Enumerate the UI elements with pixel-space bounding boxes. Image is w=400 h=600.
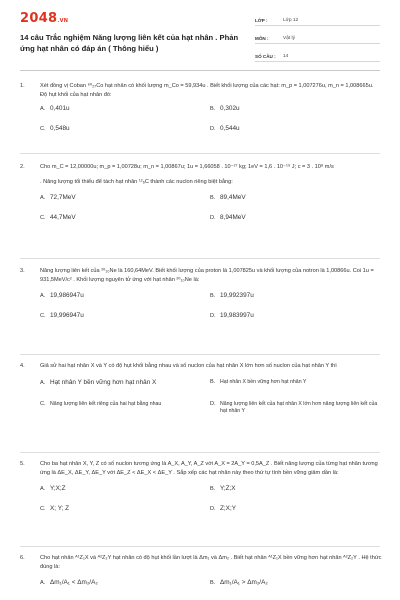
- option-text: Hạt nhân Y bền vững hơn hạt nhân X: [50, 378, 157, 386]
- question-4: [20, 362, 382, 429]
- question-1: [20, 82, 382, 143]
- question-text: Xét đồng vị Coban ⁶⁰₂₇Co hạt nhân có khối lượng m_Co = 59,934u . Biết khối lượng của các hạt: m_p = 1,007276u, m_n = 1,008665u. Độ hụt khối của hạt nhân đó:: [40, 83, 374, 98]
- option-label: B.: [210, 195, 216, 202]
- option-a[interactable]: [40, 485, 210, 493]
- option-b[interactable]: [210, 194, 380, 202]
- question-text: Cho hạt nhân ᴬ¹Z₁X và ᴬ²Z₂Y hạt nhân có độ hụt khối lần lượt là Δm₁ và Δm₂ . Biết hạt nhân ᴬ¹Z₁X bền vững hơn hạt nhân ᴬ²Z₂Y . Hệ thức đúng là:: [40, 555, 382, 570]
- question-2: [20, 163, 382, 232]
- question-number: 5.: [20, 461, 25, 467]
- question-separator: [20, 452, 380, 453]
- option-c[interactable]: [40, 312, 210, 320]
- option-label: A.: [40, 580, 46, 587]
- option-a[interactable]: [40, 105, 210, 113]
- question-options: [40, 485, 382, 523]
- option-text: 89,4MeV: [220, 194, 246, 202]
- option-label: A.: [40, 106, 46, 113]
- question-number: 6.: [20, 555, 25, 561]
- question-options: [40, 292, 382, 330]
- meta-count-key: SỐ CÂU :: [255, 54, 276, 59]
- option-text: 8,94MeV: [220, 214, 246, 222]
- question-number: 3.: [20, 268, 25, 274]
- question-text: Năng lượng liên kết của ²⁰₁₀Ne là 160,64MeV. Biết khối lượng của proton là 1,007825u và khối lượng của notron là 1,00866u. Coi 1u = 931,5MeV/c² . Khối lượng nguyên tử ứng với hạt nhân ²⁰₁₀Ne là:: [40, 268, 374, 283]
- question-options: [40, 579, 382, 591]
- option-label: C.: [40, 215, 46, 222]
- option-label: A.: [40, 195, 46, 202]
- logo-name: 2048: [20, 11, 58, 26]
- option-label: B.: [210, 378, 216, 385]
- question-3: [20, 267, 382, 330]
- option-label: A.: [40, 379, 46, 386]
- option-b[interactable]: [210, 579, 380, 587]
- header-divider: [20, 70, 380, 71]
- option-c[interactable]: [40, 214, 210, 222]
- option-label: C.: [40, 400, 46, 407]
- option-label: D.: [210, 126, 216, 133]
- option-text: Z;X;Y: [220, 505, 236, 513]
- option-a[interactable]: [40, 194, 210, 202]
- option-text: Δm₁/A₁ > Δm₂/A₂: [220, 579, 268, 587]
- question-text: Cho m_C = 12,00000u; m_p = 1,00728u; m_n = 1,00867u; 1u = 1,66058 . 10⁻²⁷ kg; 1eV = 1,6 . 10⁻¹⁹ J; c = 3 . 10⁸ m/s: [40, 164, 334, 170]
- question-text: Cho ba hạt nhân X, Y, Z có số nuclon tương ứng là A_X, A_Y, A_Z với A_X = 2A_Y = 0,5A_Z . Biết năng lượng của từng hạt nhân tương ứng là ΔE_X, ΔE_Y, ΔE_Y với ΔE_Z < ΔE_X < ΔE_Y . Sắp xếp các hạt nhân này theo thứ tự tính bền vững giảm dần là:: [40, 461, 378, 476]
- question-options: [40, 105, 382, 143]
- option-d[interactable]: [210, 401, 380, 415]
- meta-subject-value: Vật lý: [283, 36, 295, 41]
- question-prompt: . Năng lượng tối thiểu để tách hạt nhân ¹²₆C thành các nuclon riêng biệt bằng:: [40, 178, 233, 185]
- option-text: 0,548u: [50, 125, 70, 133]
- question-number: 4.: [20, 363, 25, 369]
- question-separator: [20, 153, 380, 154]
- option-label: D.: [210, 506, 216, 513]
- option-label: A.: [40, 486, 46, 493]
- option-c[interactable]: [40, 125, 210, 133]
- option-label: A.: [40, 293, 46, 300]
- question-separator: [20, 546, 380, 547]
- option-text: 19,996947u: [50, 312, 84, 320]
- option-text: X; Y; Z: [50, 505, 69, 513]
- option-d[interactable]: [210, 312, 380, 320]
- logo-suffix: .VN: [57, 18, 69, 24]
- meta-count-row: [255, 46, 380, 62]
- option-a[interactable]: [40, 379, 210, 387]
- option-text: 19,983997u: [220, 312, 254, 320]
- option-label: B.: [210, 486, 216, 493]
- option-label: B.: [210, 106, 216, 113]
- option-label: C.: [40, 506, 46, 513]
- option-a[interactable]: [40, 292, 210, 300]
- meta-class-key: LỚP :: [255, 18, 268, 23]
- question-separator: [20, 258, 380, 259]
- meta-subject-key: MÔN :: [255, 36, 269, 41]
- worksheet-meta: [255, 10, 380, 64]
- option-label: D.: [210, 215, 216, 222]
- option-text: 72,7MeV: [50, 194, 76, 202]
- option-text: 19,986947u: [50, 292, 84, 300]
- option-text: 19,992397u: [220, 292, 254, 300]
- meta-class-row: [255, 10, 380, 26]
- question-options: [40, 379, 382, 429]
- option-label: B.: [210, 293, 216, 300]
- option-label: C.: [40, 313, 46, 320]
- option-text: Y;X;Z: [50, 485, 66, 493]
- question-text: Giả sử hai hạt nhân X và Y có độ hụt khối bằng nhau và số nuclon của hạt nhân X lớn hơn số nuclon của hạt nhân Y thì: [40, 363, 337, 369]
- option-label: B.: [210, 580, 216, 587]
- site-logo[interactable]: [20, 11, 68, 26]
- option-b[interactable]: [210, 485, 380, 493]
- option-text: 0,401u: [50, 105, 70, 113]
- question-5: [20, 460, 382, 523]
- option-c[interactable]: [40, 505, 210, 513]
- option-text: Năng lượng liên kết riêng của hai hạt bằng nhau: [50, 400, 162, 407]
- option-label: D.: [210, 313, 216, 320]
- option-text: 0,302u: [220, 105, 240, 113]
- option-text: Y;Z;X: [220, 485, 236, 493]
- question-6: [20, 554, 382, 591]
- worksheet-title: 14 câu Trắc nghiệm Năng lượng liên kết của hạt nhân . Phản ứng hạt nhân có đáp án ( Thông hiểu ): [20, 33, 239, 53]
- question-number: 2.: [20, 164, 25, 170]
- question-number: 1.: [20, 83, 25, 89]
- option-text: 0,544u: [220, 125, 240, 133]
- option-d[interactable]: [210, 505, 380, 513]
- option-label: D.: [210, 400, 216, 407]
- option-c[interactable]: [40, 401, 210, 408]
- option-d[interactable]: [210, 125, 380, 133]
- option-b[interactable]: [210, 379, 380, 386]
- option-text: Năng lượng liên kết của hạt nhân X lớn hơn năng lượng liên kết của hạt nhân Y: [220, 400, 378, 414]
- option-b[interactable]: [210, 105, 380, 113]
- option-b[interactable]: [210, 292, 380, 300]
- option-text: Δm₁/A₁ < Δm₂/A₂: [50, 579, 98, 587]
- option-text: Hạt nhân X bền vững hơn hạt nhân Y: [220, 378, 307, 385]
- meta-count-value: 14: [283, 54, 289, 59]
- meta-subject-row: [255, 28, 380, 44]
- question-separator: [20, 354, 380, 355]
- question-options: [40, 194, 382, 232]
- meta-class-value: Lớp 12: [283, 18, 299, 23]
- option-label: C.: [40, 126, 46, 133]
- option-a[interactable]: [40, 579, 210, 587]
- option-d[interactable]: [210, 214, 380, 222]
- option-text: 44,7MeV: [50, 214, 76, 222]
